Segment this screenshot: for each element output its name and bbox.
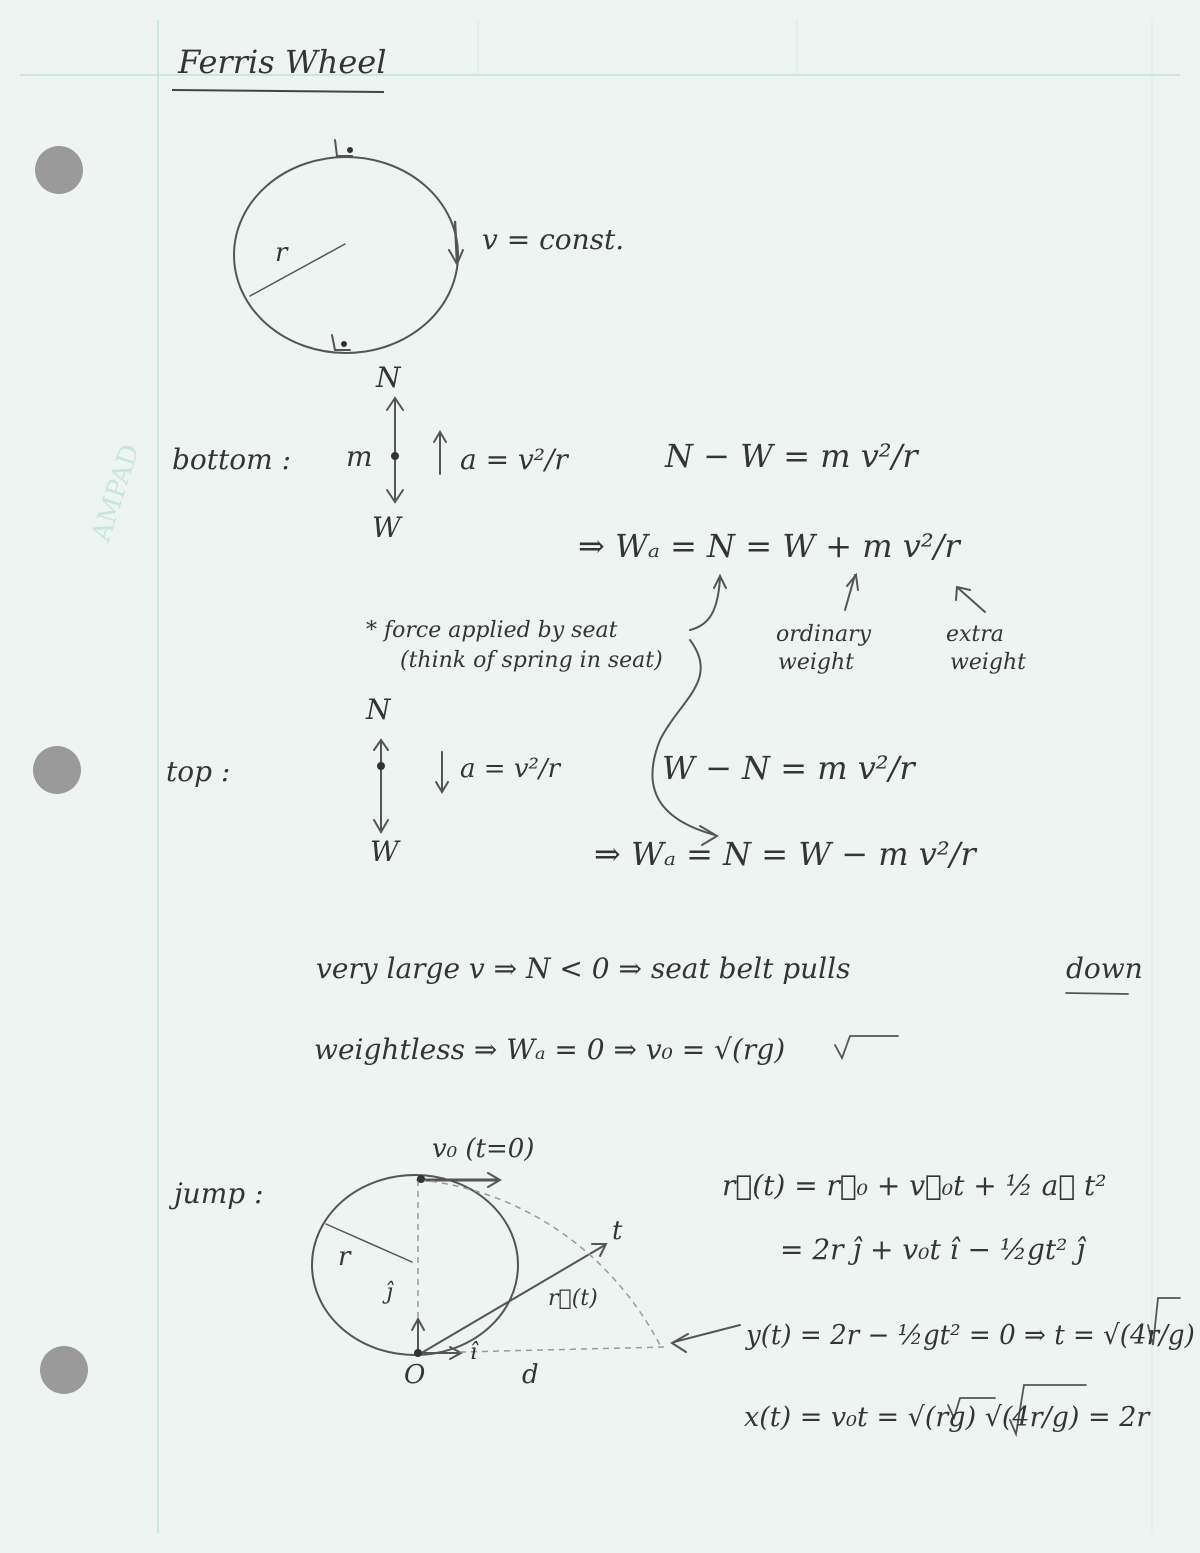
jump-eq3: y(t) = 2r − ½gt² = 0 ⇒ t = √(4r/g) — [746, 1320, 1195, 1351]
top-passenger — [347, 147, 353, 153]
top-W-label: W — [370, 835, 399, 868]
ordinary-label-1: ordinary — [776, 622, 872, 647]
origin-label: O — [404, 1360, 426, 1390]
bottom-m-label: m — [346, 440, 373, 473]
top-label: top : — [166, 755, 231, 788]
landing-pointer-head — [672, 1334, 688, 1352]
jump-label: jump : — [174, 1177, 264, 1210]
jump-start — [417, 1175, 425, 1183]
extra-arrow — [958, 588, 985, 612]
top-N-label: N — [366, 693, 391, 726]
bottom-seat — [332, 335, 350, 350]
v0-label: v₀ (t=0) — [432, 1134, 535, 1164]
j-hat-label: ĵ — [386, 1280, 393, 1305]
d-label: d — [522, 1360, 539, 1390]
ordinary-arrow — [845, 575, 855, 610]
down-word: down — [1066, 952, 1143, 985]
top-mass — [377, 762, 385, 770]
extra-label-1: extra — [946, 622, 1004, 647]
bottom-accel: a = v²/r — [460, 443, 568, 476]
extra-label-2: weight — [950, 650, 1026, 675]
binder-hole — [35, 146, 83, 194]
watermark: AMPAD — [86, 440, 146, 546]
title-underline — [172, 90, 384, 92]
jump-r-label: r — [338, 1242, 351, 1272]
jump-eq4: x(t) = v₀t = √(rg) √(4r/g) = 2r — [744, 1402, 1150, 1433]
bottom-eq2: ⇒ Wₐ = N = W + m v²/r — [578, 527, 960, 565]
jump-eq2: = 2r ĵ + v₀t î − ½gt² ĵ — [780, 1233, 1085, 1266]
bottom-label: bottom : — [172, 443, 292, 476]
radius-line — [250, 244, 345, 296]
bottom-passenger — [341, 341, 347, 347]
top-eq1: W − N = m v²/r — [662, 749, 915, 787]
jump-t-label: t — [612, 1216, 623, 1246]
ground-line — [460, 1347, 665, 1352]
binder-hole — [33, 746, 81, 794]
radius-label: r — [275, 238, 288, 268]
velocity-arrow — [455, 222, 457, 262]
ordinary-label-2: weight — [778, 650, 854, 675]
jump-eq1: r⃗(t) = r⃗₀ + v⃗₀t + ½ a⃗ t² — [722, 1169, 1107, 1202]
sqrt-rg — [835, 1036, 898, 1058]
landing-pointer — [674, 1325, 740, 1342]
seat-note-2: (think of spring in seat) — [400, 648, 663, 673]
large-v-line: very large v ⇒ N < 0 ⇒ seat belt pulls — [316, 952, 851, 985]
trajectory — [420, 1180, 660, 1345]
down-underline — [1066, 993, 1128, 994]
ferris-wheel-circle — [234, 157, 458, 353]
seat-note-1: * force applied by seat — [366, 618, 618, 643]
top-eq2: ⇒ Wₐ = N = W − m v²/r — [594, 835, 976, 873]
bottom-eq1: N − W = m v²/r — [665, 437, 918, 475]
i-hat-label: î — [470, 1340, 478, 1365]
origin-point — [414, 1349, 422, 1357]
rt-label: r⃗(t) — [548, 1286, 598, 1311]
bottom-N-label: N — [376, 361, 401, 394]
binder-hole — [40, 1346, 88, 1394]
velocity-label: v = const. — [482, 223, 625, 256]
weightless-line: weightless ⇒ Wₐ = 0 ⇒ v₀ = √(rg) — [314, 1033, 786, 1066]
bottom-mass — [391, 452, 399, 460]
top-accel: a = v²/r — [460, 754, 561, 784]
page-title: Ferris Wheel — [178, 43, 387, 81]
bottom-W-label: W — [372, 511, 401, 544]
